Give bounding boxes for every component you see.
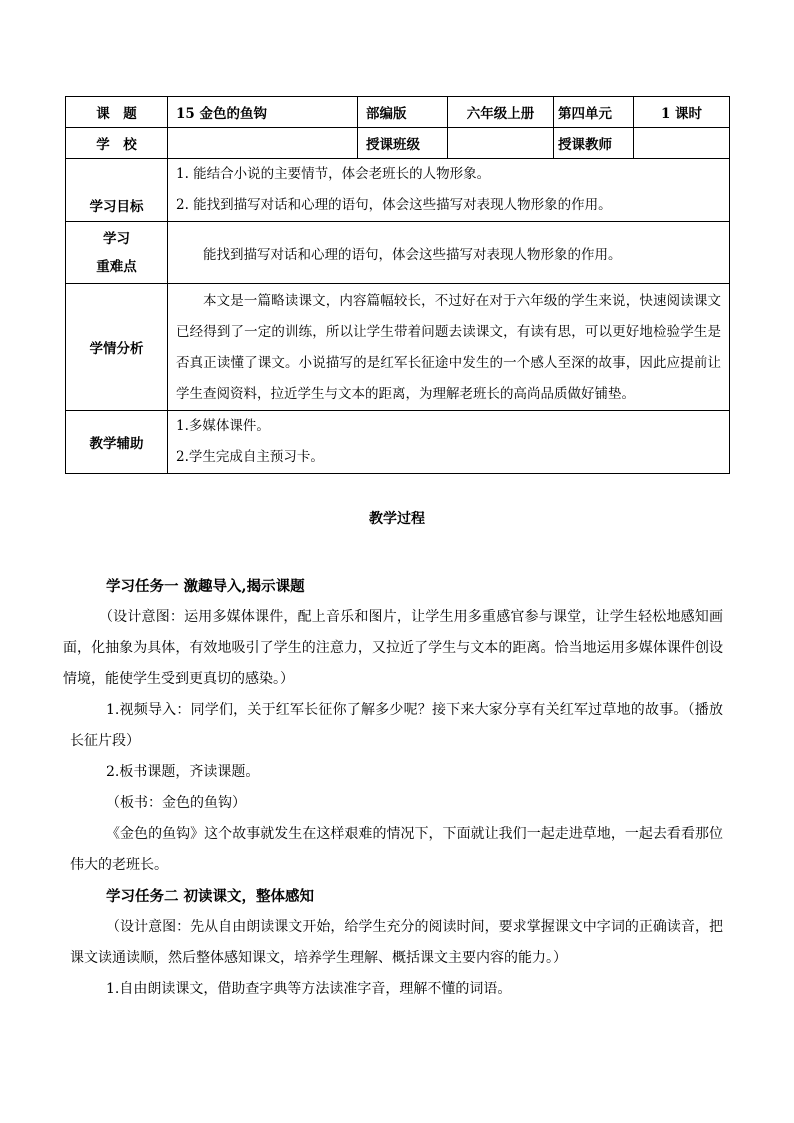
label-difficulty (66, 222, 168, 284)
teacher-value (634, 128, 730, 159)
aid-item: 1.多媒体课件。 (176, 418, 270, 434)
task1-transition: 《金色的鱼钩》这个故事就发生在这样艰难的情况下，下面就让我们一起走进草地，一起去看看那位伟大的老班长。 (70, 826, 723, 873)
label-school: 学 校 (66, 128, 168, 159)
task2-step1: 1.自由朗读课文，借助查字典等方法读准字音，理解不懂的词语。 (106, 981, 512, 997)
label-title: 课 题 (66, 97, 168, 128)
goals-list (168, 159, 730, 222)
school-value (168, 128, 358, 159)
lesson-name: 15 金色的鱼钩 (168, 97, 358, 128)
info-row-analysis (66, 284, 730, 411)
task2-design: （设计意图：先从自由朗读课文开始，给学生充分的阅读时间，要求掌握课文中字词的正确读音，把课文读通读顺，然后整体感知课文，培养学生理解、概括课文主要内容的能力。） (70, 919, 723, 966)
task1-design: （设计意图：运用多媒体课件，配上音乐和图片，让学生用多重感官参与课堂，让学生轻松地感知画面，化抽象为具体，有效地吸引了学生的注意力，又拉近了学生与文本的距离。恰当地运用多媒体课件创设情境，能使学生受到更真切的感染。） (63, 609, 723, 687)
aid-item: 2.学生完成自主预习卡。 (176, 449, 324, 465)
process-body (63, 571, 723, 1005)
label-class: 授课班级 (358, 128, 448, 159)
label-goals: 学习目标 (66, 159, 168, 222)
task1-heading: 学习任务一 激趣导入,揭示课题 (106, 578, 305, 595)
task2-heading: 学习任务二 初读课文，整体感知 (106, 888, 315, 905)
label-difficulty-line1: 学习 (103, 230, 130, 247)
info-row-aids (66, 411, 730, 474)
goal-item: 2. 能找到描写对话和心理的语句，体会这些描写对表现人物形象的作用。 (176, 197, 612, 213)
grade: 六年级上册 (448, 97, 554, 128)
analysis-text: 本文是一篇略读课文，内容篇幅较长，不过好在对于六年级的学生来说，快速阅读课文已经得到了一定的训练，所以让学生带着问题去读课文，有读有思，可以更好地检验学生是否真正读懂了课文。小说描写的是红军长征途中发生的一个感人至深的故事，因此应提前让学生查阅资料，拉近学生与文本的距离，为理解老班长的高尚品质做好铺垫。 (168, 284, 730, 411)
label-aids: 教学辅助 (66, 411, 168, 474)
edition: 部编版 (358, 97, 448, 128)
label-analysis: 学情分析 (66, 284, 168, 411)
label-teacher: 授课教师 (554, 128, 634, 159)
difficulty-text: 能找到描写对话和心理的语句，体会这些描写对表现人物形象的作用。 (168, 222, 730, 284)
process-title: 教学过程 (369, 511, 425, 527)
info-row-title (66, 97, 730, 128)
unit: 第四单元 (554, 97, 634, 128)
task1-step1: 1.视频导入：同学们，关于红军长征你了解多少呢？接下来大家分享有关红军过草地的故事。（播放长征片段） (70, 702, 723, 749)
task1-board: （板书：金色的鱼钩） (106, 795, 246, 811)
info-row-school (66, 128, 730, 159)
label-difficulty-line2: 重难点 (96, 258, 137, 275)
lesson-info-table (65, 96, 730, 474)
goal-item: 1. 能结合小说的主要情节，体会老班长的人物形象。 (176, 166, 491, 182)
aids-list (168, 411, 730, 474)
task1-step2: 2.板书课题，齐读课题。 (106, 764, 260, 780)
class-value (448, 128, 554, 159)
periods: 1 课时 (634, 97, 730, 128)
info-row-goals (66, 159, 730, 222)
info-row-difficulty (66, 222, 730, 284)
